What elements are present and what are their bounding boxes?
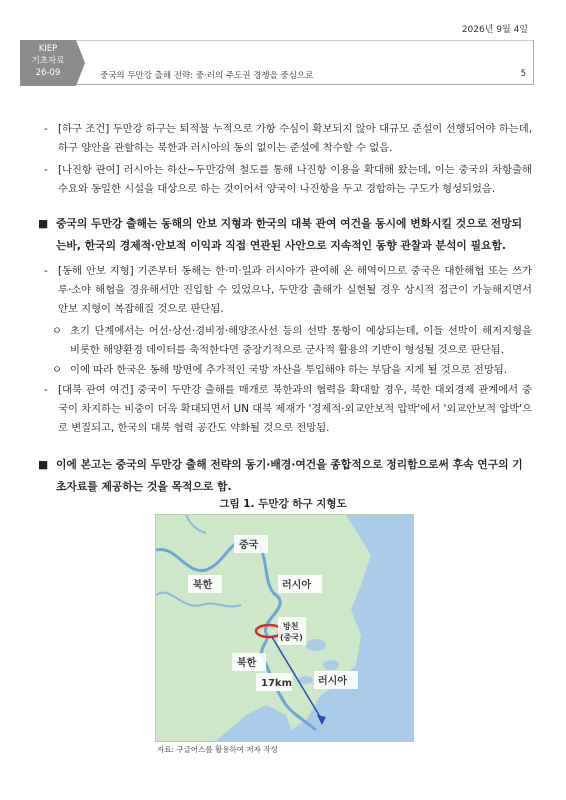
paragraph-east-sea-security (44, 262, 532, 319)
key-point-text: 중국의 두만강 출해는 동해의 안보 지형과 한국의 대북 관여 여건을 동시에 변화시킬 것으로 전망되는바, 한국의 경제적·안보적 이익과 직접 연관된 사안으로 지속적인 동향 관찰과 분석이 필요함. (56, 217, 523, 252)
label-north-korea-bottom: 북한 (237, 658, 257, 669)
paragraph-rajin-port (44, 161, 532, 199)
header-side-rule (533, 40, 534, 85)
label-north-korea-top: 북한 (193, 580, 213, 591)
badge-line-2: 기초자료 (31, 56, 65, 66)
badge-arrow (76, 40, 85, 86)
badge-line-1: KIEP (38, 44, 58, 54)
running-title: 중국의 두만강 출해 전략: 중·러의 주도권 경쟁을 중심으로 (100, 71, 314, 81)
dash-marker: - (44, 265, 48, 277)
label-china: 중국 (239, 540, 259, 551)
paragraph-text: [하구 조건] 두만강 하구는 퇴적물 누적으로 가항 수심이 확보되지 않아 대규모 준설이 선행되어야 하는데, 하구 양안을 관할하는 북한과 러시아의 동의 없이는 준설에 착수할 수 없음. (58, 123, 532, 154)
subpoint-text: 초기 단계에서는 어선·상선·경비정·해양조사선 등의 선박 통항이 예상되는데, 이들 선박이 해저지형을 비롯한 해양환경 데이터를 축적한다면 중장기적으로 군사적 활용의 기반이 형성될 것으로 판단됨. (70, 325, 532, 356)
river-branch (186, 515, 206, 533)
label-russia-bottom: 러시아 (318, 676, 347, 687)
figure-title: 그림 1. 두만강 하구 지형도 (219, 498, 347, 510)
paragraph-nk-engagement (44, 381, 532, 438)
badge-line-3: 26-09 (35, 68, 61, 78)
dash-marker: - (44, 123, 48, 135)
circle-marker: ㅇ (52, 325, 62, 337)
key-point-text: 이에 본고는 중국의 두만강 출해 전략의 동기·배경·여건을 종합적으로 정리함으로써 후속 연구의 기초자료를 제공하는 것을 목적으로 함. (56, 458, 523, 493)
key-point-1 (38, 213, 532, 257)
subpoint-defense-burden (44, 361, 532, 380)
label-fangchuan: 방천 (283, 622, 299, 631)
paragraph-text: [나진항 관여] 러시아는 하산~두만강역 철도를 통해 나진항 이용을 확대해 왔는데, 이는 중국의 차항출해 수요와 동일한 시설을 대상으로 하는 것이어서 양국이 나진항을 두고 경합하는 구도가 형성되었음. (58, 164, 532, 195)
circle-marker: ㅇ (52, 364, 62, 376)
river-branch (156, 593, 241, 607)
square-bullet-icon: ■ (38, 458, 49, 471)
subpoint-vessel-traffic (44, 322, 532, 360)
label-distance: 17km (261, 678, 292, 689)
header-top-rule (76, 40, 534, 41)
label-russia-top: 러시아 (282, 580, 311, 591)
lake (299, 676, 313, 684)
tumen-estuary-map (155, 514, 414, 742)
page-number: 5 (520, 69, 526, 79)
paragraph-river-mouth (44, 120, 532, 158)
dash-marker: - (44, 384, 48, 396)
paragraph-text: [대북 관여 여건] 중국이 두만강 출해를 매개로 북한과의 협력을 확대할 경우, 북한 대외경제 관계에서 중국이 차지하는 비중이 더욱 확대되면서 UN 대북 제재가 '경제적·외교안보적 압박'에서 '외교안보적 압박'으로 변질되고, 한국의 대북 협력 공간도 약화될 것으로 전망됨. (58, 384, 532, 434)
document-date: 2026년 9월 4일 (461, 25, 528, 35)
figure-source: 자료: 구글어스를 활용하여 저자 작성 (157, 745, 278, 754)
report-badge (20, 40, 76, 86)
subpoint-text: 이에 따라 한국은 동해 방면에 추가적인 국방 자산을 투입해야 하는 부담을 지게 될 것으로 전망됨. (70, 364, 508, 376)
lake (306, 639, 326, 651)
paragraph-text: [동해 안보 지형] 기존부터 동해는 한·미·일과 러시아가 관여해 온 해역이므로 중국은 대한해협 또는 쓰가루·소야 해협을 경유해서만 진입할 수 있었으나, 두만강 출해가 실현될 경우 상시적 접근이 가능해지면서 안보 지형이 복잡해질 것으로 판단됨. (58, 265, 532, 315)
key-point-2 (38, 454, 532, 498)
lake (323, 660, 339, 670)
square-bullet-icon: ■ (38, 217, 49, 230)
label-fangchuan-sub: (중국) (280, 633, 303, 642)
header-rule (76, 84, 534, 85)
sea-bay (216, 705, 296, 741)
body-text (38, 120, 532, 503)
dash-marker: - (44, 164, 48, 176)
